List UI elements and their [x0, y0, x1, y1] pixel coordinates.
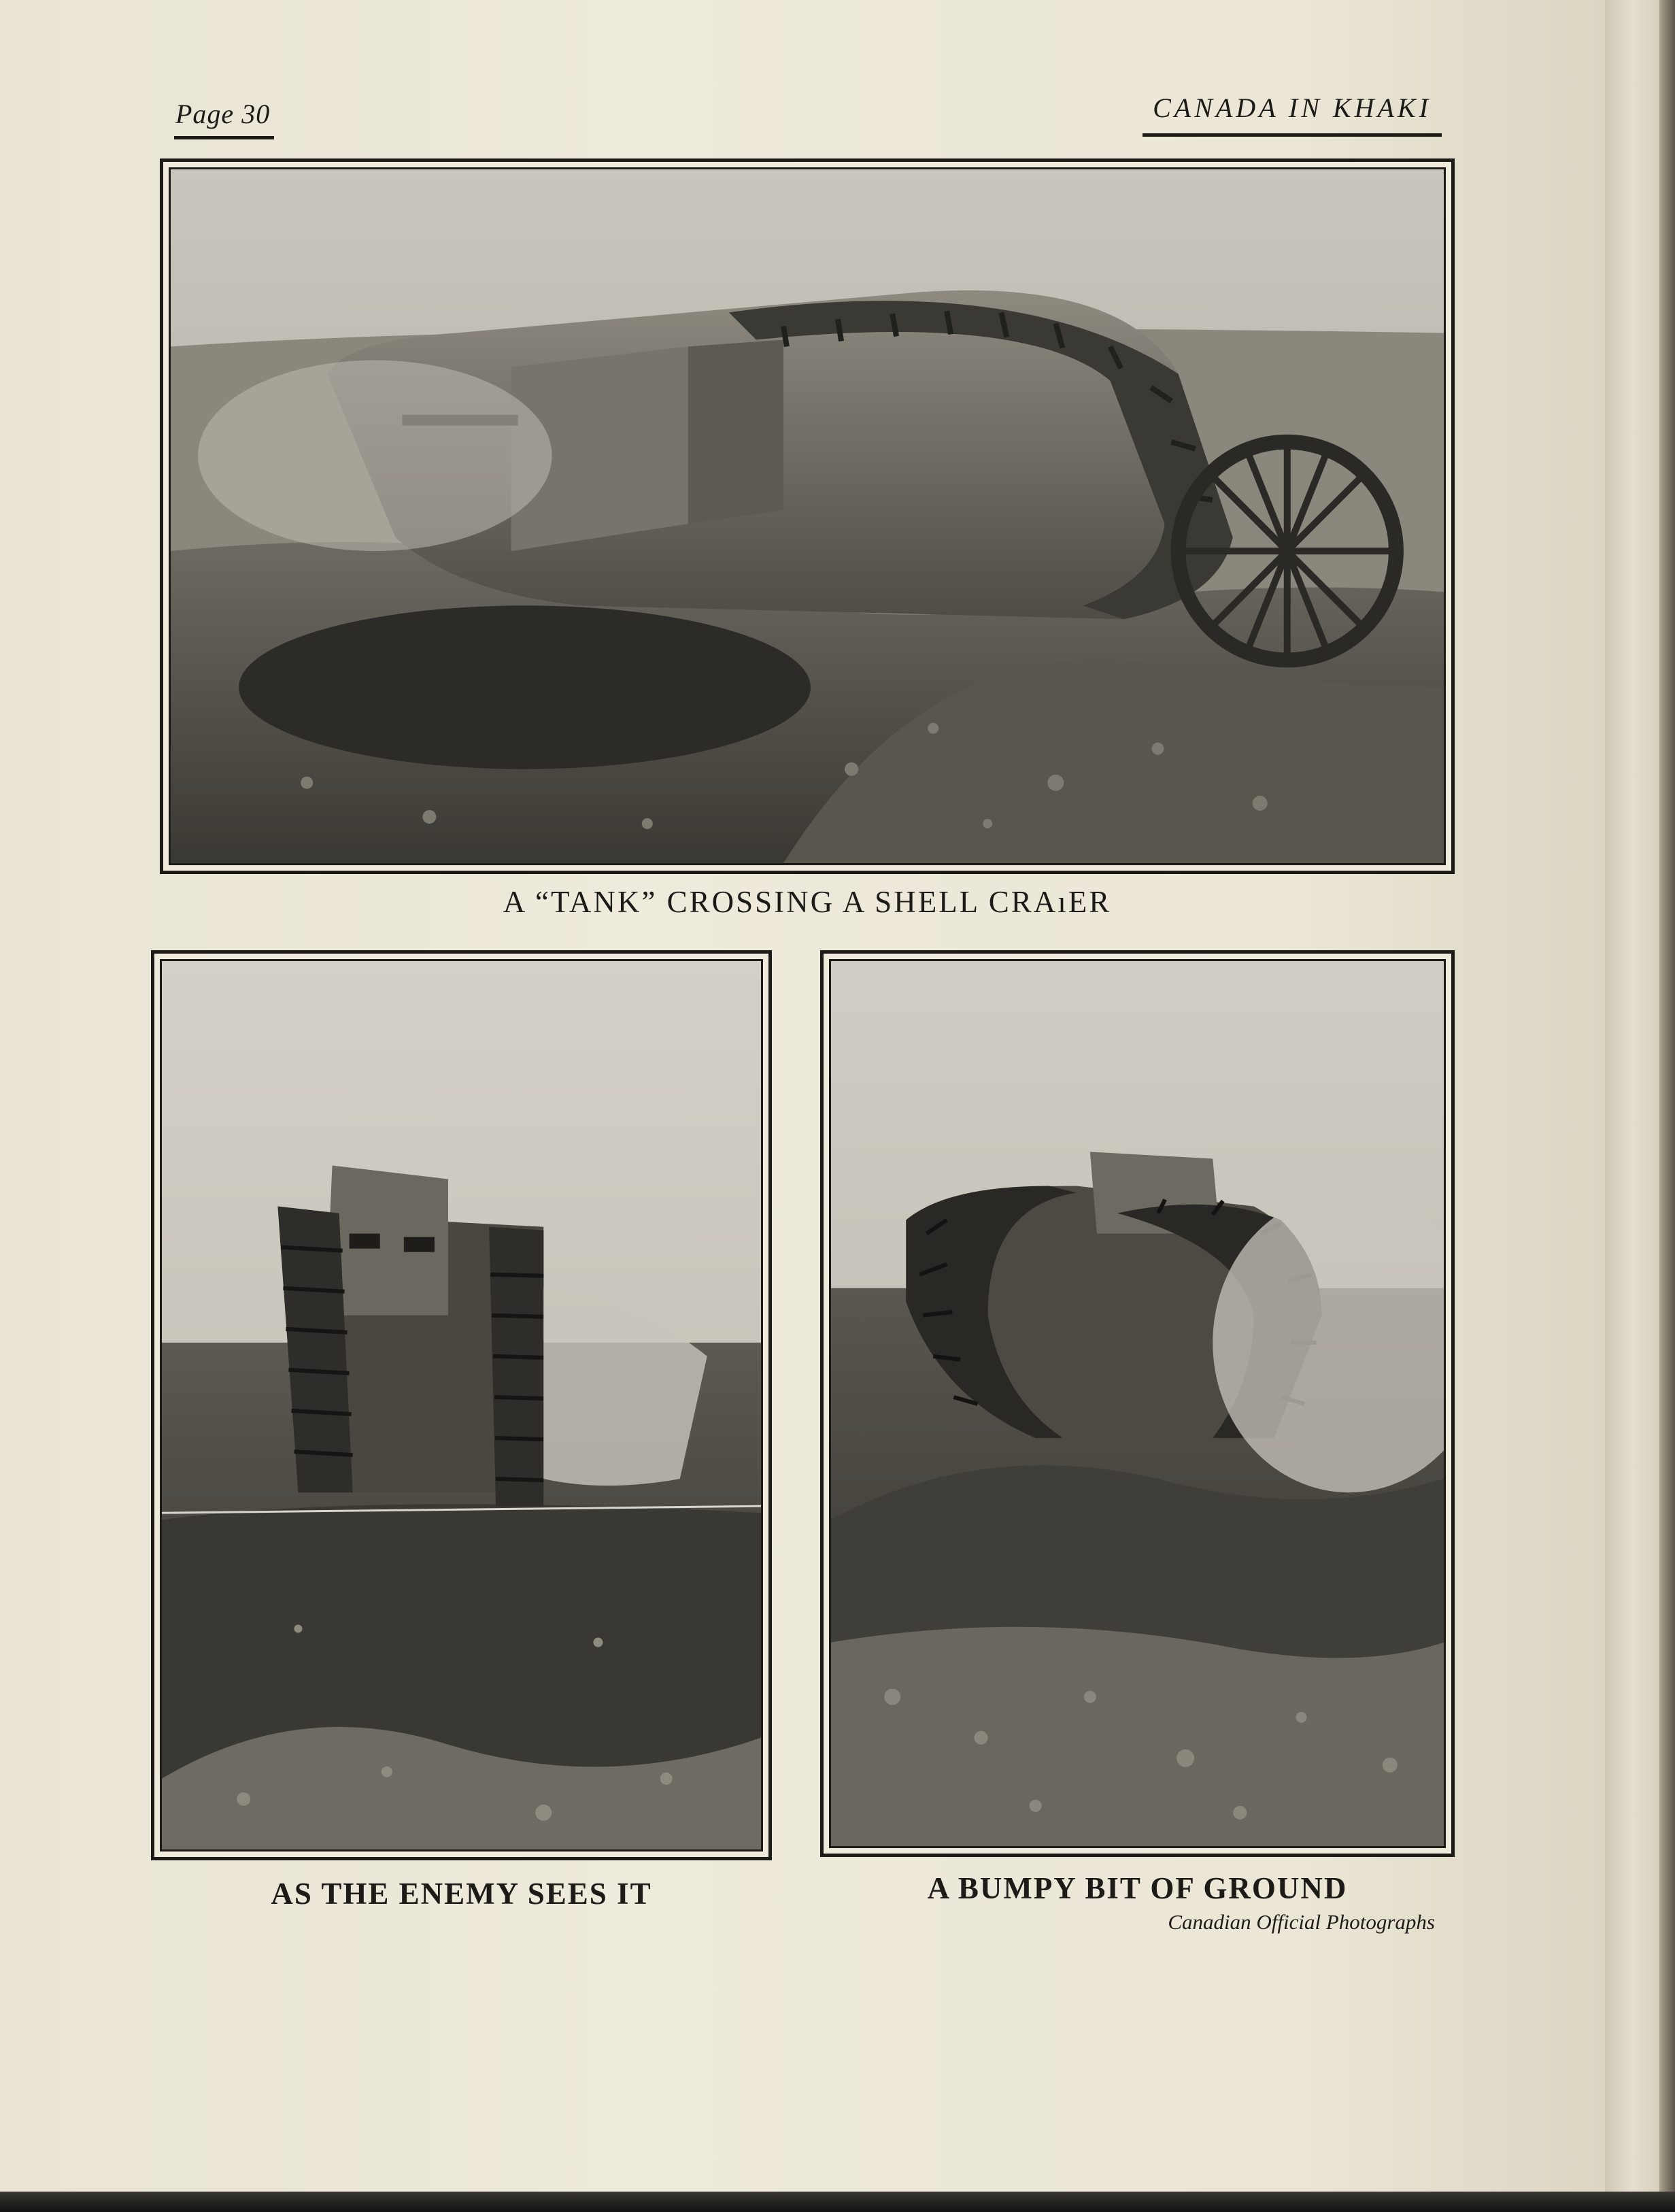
photo-tank-crossing-crater: [169, 167, 1446, 865]
photo-enemy-view: [160, 959, 763, 1851]
photo-credit: Canadian Official Photographs: [1168, 1910, 1435, 1934]
caption-bumpy-ground: A BUMPY BIT OF GROUND: [927, 1871, 1348, 1905]
photo-frame-tank-crossing-crater: [160, 158, 1455, 874]
photo-frame-bumpy-ground: [820, 950, 1455, 1857]
caption-tank-crossing-crater: A “TANK” CROSSING A SHELL CRAıER: [503, 885, 1112, 919]
binding-edge: [1659, 0, 1675, 2212]
scan-bottom-edge: [0, 2192, 1675, 2212]
running-title: CANADA IN KHAKI: [1143, 87, 1442, 137]
page-number: Page 30: [174, 94, 274, 139]
photo-bumpy-ground: [829, 959, 1446, 1848]
photo-frame-enemy-view: [151, 950, 772, 1860]
caption-enemy-view: AS THE ENEMY SEES IT: [271, 1877, 652, 1911]
